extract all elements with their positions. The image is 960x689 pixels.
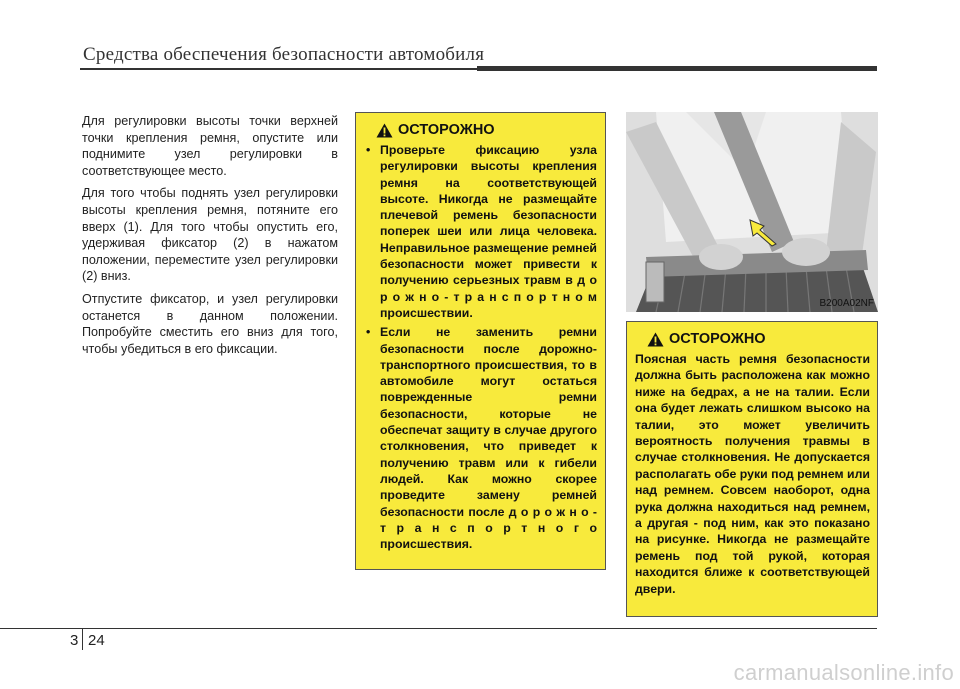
warning-box-lap-belt: [626, 321, 878, 617]
warning-triangle-icon: [376, 123, 393, 138]
bullet: •: [366, 325, 371, 340]
warning-item: [364, 324, 597, 552]
warning-text: Поясная часть ремня безопасности должна быть расположена как можно ниже на бедрах, а не на талии. Если она будет лежать слишком высоко на талии, это может увеличить вероятность получения травмы в случае столкновения. Не допускается располагать обе руки под ремнем или над ремнем. Совсем наоборот, одна рука должна находиться над ремнем, а другая - под ним, как это показано на рисунке. Никогда не размещайте ремень под той рукой, которая находится ближе к соответствующей двери.: [635, 352, 870, 596]
arrow-icon: [748, 218, 778, 253]
warning-heading: [635, 331, 870, 347]
page-number: 24: [88, 632, 105, 649]
warning-box-adjuster: [355, 112, 606, 570]
warning-heading: [364, 122, 597, 138]
body-text: [82, 113, 338, 363]
watermark: carmanualsonline.info: [733, 660, 954, 685]
warning-item-text: Проверьте фиксацию узла регулировки высоты крепления ремня на соответствующей высоте. Никогда не размещайте плечевой ремень безопасности поперек шеи или лица человека. Неправильное размещение ремней безопасности может привести к получению серьезных травм в д о р о ж н о - т р а н с п о р т н о м происшествии.: [380, 143, 597, 320]
bullet: •: [366, 143, 371, 157]
warning-triangle-icon: [647, 332, 664, 347]
warning-list: [364, 142, 597, 552]
seatbelt-illustration: [626, 112, 878, 312]
body-paragraph: Отпустите фиксатор, и узел регулировки останется в данном положении. Попробуйте сместить его вниз для того, чтобы убедиться в его фиксации.: [82, 291, 338, 356]
warning-heading-text: ОСТОРОЖНО: [398, 122, 495, 138]
body-paragraph: Для регулировки высоты точки верхней точки крепления ремня, опустите или поднимите узел регулировки в соответствующее место.: [82, 114, 338, 178]
header-rule-thick: [477, 66, 877, 71]
body-paragraph: Для того чтобы поднять узел регулировки высоты крепления ремня, потяните его вверх (1). Для того чтобы опустить его, удерживая фиксатор (2) в нажатом положении, переместите узел регулировки (2) вниз.: [82, 186, 338, 284]
section-title: Средства обеспечения безопасности автомобиля: [83, 44, 485, 65]
warning-item-text: Если не заменить ремни безопасности после дорожно-транспортного происшествия, то в автомобиле могут остаться поврежденные ремни безопасности, которые не обеспечат защиту в случае другого столкновения, что приведет к получению травм или к гибели людей. Как можно скорее проведите замену ремней безопасности после д о р о ж н о - т р а н с п о р т н о г о происшествия.: [380, 325, 597, 552]
footer-rule: [0, 628, 877, 629]
page-number-separator: [82, 628, 83, 650]
warning-item: [364, 142, 597, 321]
image-code: B200A02NF: [819, 298, 874, 309]
chapter-number: 3: [70, 632, 79, 649]
seatbelt-photo: [626, 112, 878, 312]
warning-heading-text: ОСТОРОЖНО: [669, 331, 766, 347]
